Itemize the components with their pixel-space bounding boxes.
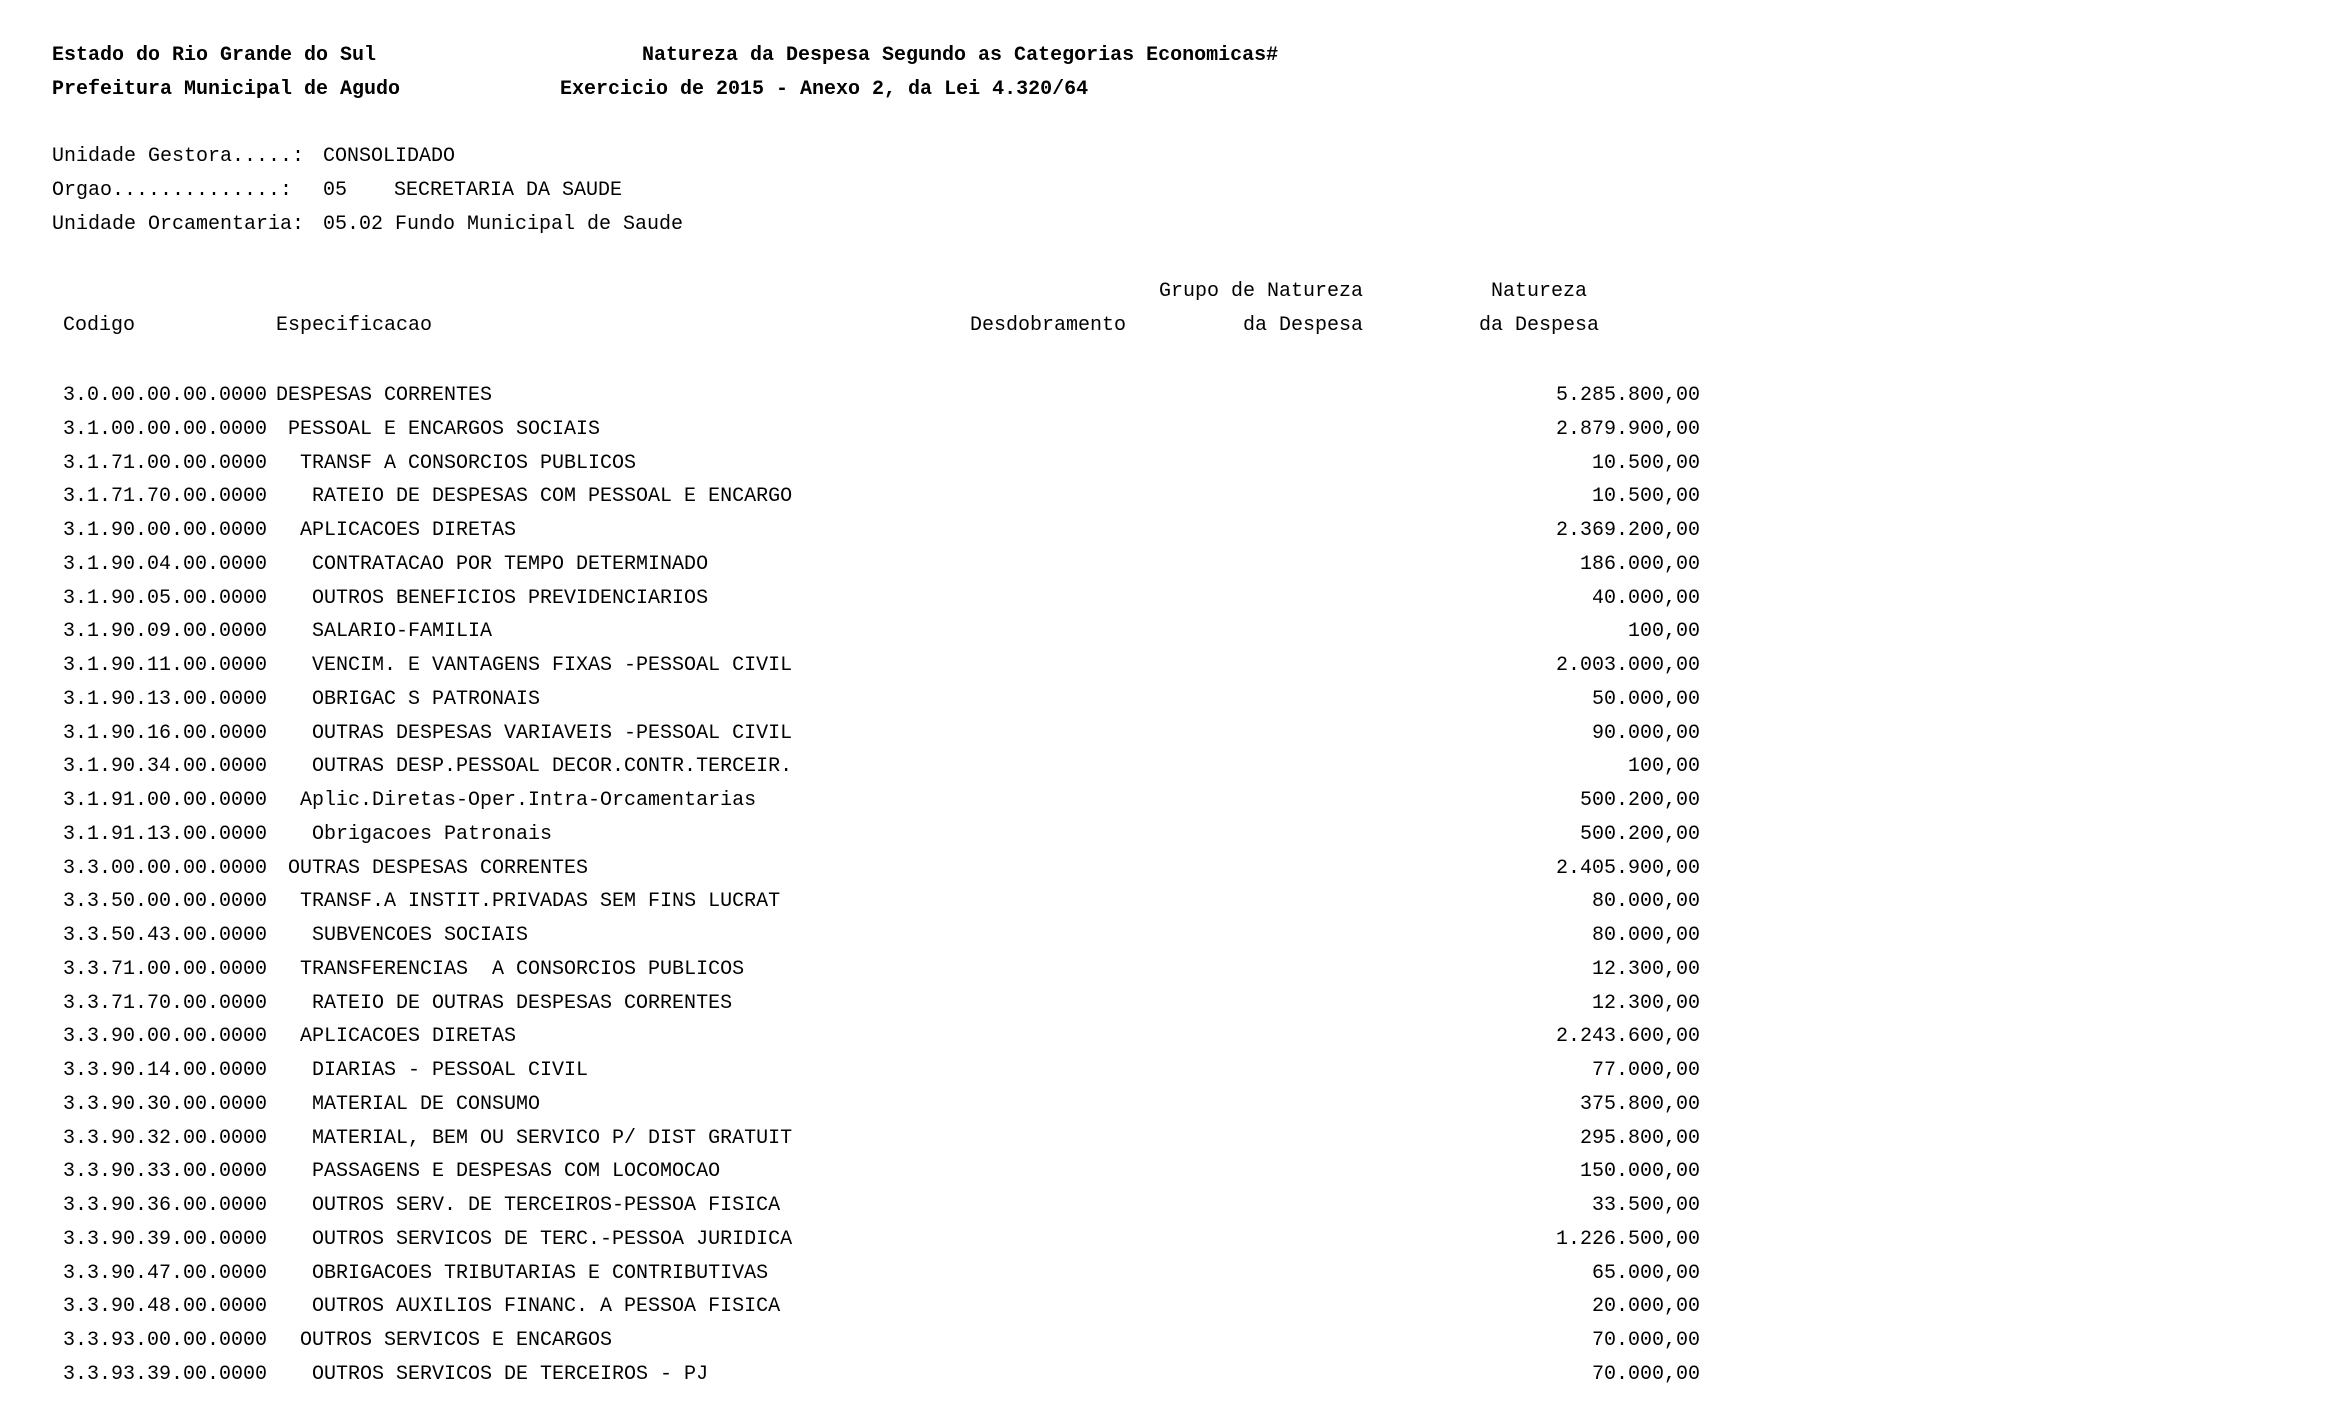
row-desdobramento: 80.000,00: [1591, 924, 1700, 947]
table-row: [0, 1122, 1700, 1156]
row-description: RATEIO DE OUTRAS DESPESAS CORRENTES: [312, 991, 733, 1015]
row-code: 3.1.90.11.00.0000: [63, 654, 268, 677]
row-description: OUTROS AUXILIOS FINANC. A PESSOA FISICA: [312, 1295, 781, 1319]
unidade-gestora-value: CONSOLIDADO: [323, 145, 456, 168]
row-code: 3.3.50.00.00.0000: [63, 890, 268, 914]
row-code: 3.3.90.30.00.0000: [63, 1092, 268, 1116]
row-code: 3.3.93.00.00.0000: [63, 1329, 268, 1352]
report-subtitle: Exercicio de 2015 - Anexo 2, da Lei 4.320/64: [560, 78, 1089, 101]
row-description: OUTROS SERVICOS E ENCARGOS: [300, 1329, 613, 1352]
row-description: APLICACOES DIRETAS: [300, 1025, 517, 1049]
row-grupo-natureza: 70.000,00: [1591, 1329, 1700, 1352]
orgao-name: SECRETARIA DA SAUDE: [394, 179, 623, 202]
row-code: 3.1.90.16.00.0000: [63, 721, 268, 745]
row-grupo-natureza: 2.243.600,00: [1555, 1025, 1700, 1049]
row-description: TRANSF A CONSORCIOS PUBLICOS: [300, 451, 637, 475]
row-description: OUTROS SERV. DE TERCEIROS-PESSOA FISICA: [312, 1194, 781, 1217]
table-row: [0, 649, 1700, 683]
row-description: SUBVENCOES SOCIAIS: [312, 924, 529, 947]
table-row: [0, 582, 1700, 616]
row-description: APLICACOES DIRETAS: [300, 519, 517, 542]
row-description: OUTRAS DESP.PESSOAL DECOR.CONTR.TERCEIR.: [312, 755, 793, 779]
row-code: 3.3.71.70.00.0000: [63, 991, 268, 1015]
row-grupo-natureza: 500.200,00: [1579, 789, 1700, 812]
column-header-codigo: Codigo: [63, 314, 136, 337]
row-description: TRANSF.A INSTIT.PRIVADAS SEM FINS LUCRAT: [300, 890, 781, 914]
row-description: OUTRAS DESPESAS VARIAVEIS -PESSOAL CIVIL: [312, 721, 793, 745]
table-row: [0, 1155, 1700, 1189]
row-description: MATERIAL, BEM OU SERVICO P/ DIST GRATUIT: [312, 1126, 793, 1150]
row-desdobramento: 70.000,00: [1591, 1362, 1700, 1386]
table-row: [0, 1054, 1700, 1088]
row-grupo-natureza: 12.300,00: [1591, 957, 1700, 981]
table-row: [0, 615, 1700, 649]
row-description: OUTRAS DESPESAS CORRENTES: [288, 856, 589, 880]
row-desdobramento: 100,00: [1627, 620, 1700, 644]
row-code: 3.1.90.34.00.0000: [63, 755, 268, 779]
row-description: DESPESAS CORRENTES: [276, 384, 493, 407]
row-code: 3.1.71.00.00.0000: [63, 451, 268, 475]
orgao-label: Orgao..............:: [52, 179, 293, 202]
row-code: 3.3.00.00.00.0000: [63, 856, 268, 880]
table-row: [0, 852, 1700, 886]
row-code: 3.1.90.09.00.0000: [63, 620, 268, 644]
row-code: 3.3.90.36.00.0000: [63, 1194, 268, 1217]
row-description: OBRIGACOES TRIBUTARIAS E CONTRIBUTIVAS: [312, 1261, 769, 1285]
table-row: [0, 987, 1700, 1021]
orgao-code: 05: [323, 179, 348, 202]
table-row: [0, 717, 1700, 751]
row-description: PESSOAL E ENCARGOS SOCIAIS: [288, 417, 601, 441]
row-code: 3.1.90.05.00.0000: [63, 586, 268, 610]
table-row: [0, 1189, 1700, 1223]
row-desdobramento: 33.500,00: [1591, 1194, 1700, 1217]
row-description: SALARIO-FAMILIA: [312, 620, 493, 644]
report-title: Natureza da Despesa Segundo as Categorias Economicas#: [642, 44, 1279, 67]
row-description: VENCIM. E VANTAGENS FIXAS -PESSOAL CIVIL: [312, 654, 793, 677]
table-row: [0, 683, 1700, 717]
unidade-gestora-label: Unidade Gestora.....:: [52, 145, 305, 168]
row-grupo-natureza: 80.000,00: [1591, 890, 1700, 914]
row-grupo-natureza: 10.500,00: [1591, 451, 1700, 475]
table-row: [0, 514, 1700, 548]
state-name: Estado do Rio Grande do Sul: [52, 44, 377, 67]
row-grupo-natureza: 2.369.200,00: [1555, 519, 1700, 542]
table-row: [0, 548, 1700, 582]
row-description: OBRIGAC S PATRONAIS: [312, 687, 541, 711]
column-header-desdobramento: Desdobramento: [969, 314, 1126, 337]
column-header-natureza-line1: Natureza: [1490, 280, 1587, 303]
row-code: 3.1.91.00.00.0000: [63, 789, 268, 812]
table-row: [0, 919, 1700, 953]
table-row: [0, 1223, 1700, 1257]
row-description: OUTROS SERVICOS DE TERC.-PESSOA JURIDICA: [312, 1227, 793, 1251]
unidade-orcamentaria-value: 05.02 Fundo Municipal de Saude: [323, 213, 684, 236]
row-desdobramento: 40.000,00: [1591, 586, 1700, 610]
row-desdobramento: 150.000,00: [1579, 1160, 1700, 1184]
row-desdobramento: 295.800,00: [1579, 1126, 1700, 1150]
row-code: 3.3.90.47.00.0000: [63, 1261, 268, 1285]
row-desdobramento: 500.200,00: [1579, 822, 1700, 846]
row-description: TRANSFERENCIAS A CONSORCIOS PUBLICOS: [300, 957, 745, 981]
row-code: 3.3.50.43.00.0000: [63, 924, 268, 947]
table-row: [0, 1088, 1700, 1122]
row-description: OUTROS BENEFICIOS PREVIDENCIARIOS: [312, 586, 709, 610]
row-code: 3.1.91.13.00.0000: [63, 822, 268, 846]
table-row: [0, 885, 1700, 919]
column-header-especificacao: Especificacao: [276, 314, 433, 337]
table-row: [0, 784, 1700, 818]
row-code: 3.3.90.14.00.0000: [63, 1059, 268, 1082]
row-code: 3.0.00.00.00.0000: [63, 384, 268, 407]
row-description: Obrigacoes Patronais: [312, 822, 553, 846]
row-desdobramento: 2.003.000,00: [1555, 654, 1700, 677]
row-desdobramento: 100,00: [1627, 755, 1700, 779]
row-desdobramento: 1.226.500,00: [1555, 1227, 1700, 1251]
row-description: MATERIAL DE CONSUMO: [312, 1092, 541, 1116]
row-code: 3.1.90.00.00.0000: [63, 519, 268, 542]
row-code: 3.3.90.33.00.0000: [63, 1160, 268, 1184]
unidade-orcamentaria-label: Unidade Orcamentaria:: [52, 213, 305, 236]
column-header-grupo-line2: da Despesa: [1242, 314, 1363, 337]
table-row: [0, 1020, 1700, 1054]
row-natureza-despesa: 2.879.900,00: [1555, 417, 1700, 441]
row-code: 3.3.90.39.00.0000: [63, 1227, 268, 1251]
table-row: [0, 1324, 1700, 1358]
row-natureza-despesa: 2.405.900,00: [1555, 856, 1700, 880]
municipality-name: Prefeitura Municipal de Agudo: [52, 78, 401, 101]
row-desdobramento: 50.000,00: [1591, 687, 1700, 711]
row-code: 3.3.93.39.00.0000: [63, 1362, 268, 1386]
row-code: 3.1.00.00.00.0000: [63, 417, 268, 441]
row-code: 3.1.90.04.00.0000: [63, 552, 268, 576]
table-row: [0, 1290, 1700, 1324]
row-desdobramento: 20.000,00: [1591, 1295, 1700, 1319]
row-desdobramento: 65.000,00: [1591, 1261, 1700, 1285]
table-row: [0, 413, 1700, 447]
row-description: Aplic.Diretas-Oper.Intra-Orcamentarias: [300, 789, 757, 812]
row-desdobramento: 375.800,00: [1579, 1092, 1700, 1116]
row-code: 3.3.71.00.00.0000: [63, 957, 268, 981]
row-desdobramento: 77.000,00: [1591, 1059, 1700, 1082]
table-row: [0, 750, 1700, 784]
table-row: [0, 379, 1700, 413]
row-desdobramento: 12.300,00: [1591, 991, 1700, 1015]
row-code: 3.3.90.32.00.0000: [63, 1126, 268, 1150]
row-desdobramento: 10.500,00: [1591, 485, 1700, 509]
table-row: [0, 480, 1700, 514]
row-description: OUTROS SERVICOS DE TERCEIROS - PJ: [312, 1362, 709, 1386]
table-row: [0, 1358, 1700, 1392]
table-row: [0, 818, 1700, 852]
row-desdobramento: 186.000,00: [1579, 552, 1700, 576]
row-natureza-despesa: 5.285.800,00: [1555, 384, 1700, 407]
row-code: 3.1.71.70.00.0000: [63, 485, 268, 509]
column-header-natureza-line2: da Despesa: [1478, 314, 1599, 337]
table-row: [0, 953, 1700, 987]
row-description: PASSAGENS E DESPESAS COM LOCOMOCAO: [312, 1160, 721, 1184]
row-desdobramento: 90.000,00: [1591, 721, 1700, 745]
row-description: RATEIO DE DESPESAS COM PESSOAL E ENCARGO: [312, 485, 793, 509]
row-code: 3.3.90.00.00.0000: [63, 1025, 268, 1049]
row-description: CONTRATACAO POR TEMPO DETERMINADO: [312, 552, 709, 576]
column-header-grupo-line1: Grupo de Natureza: [1158, 280, 1363, 303]
table-row: [0, 1257, 1700, 1291]
row-code: 3.1.90.13.00.0000: [63, 687, 268, 711]
table-row: [0, 447, 1700, 481]
row-code: 3.3.90.48.00.0000: [63, 1295, 268, 1319]
row-description: DIARIAS - PESSOAL CIVIL: [312, 1059, 589, 1082]
